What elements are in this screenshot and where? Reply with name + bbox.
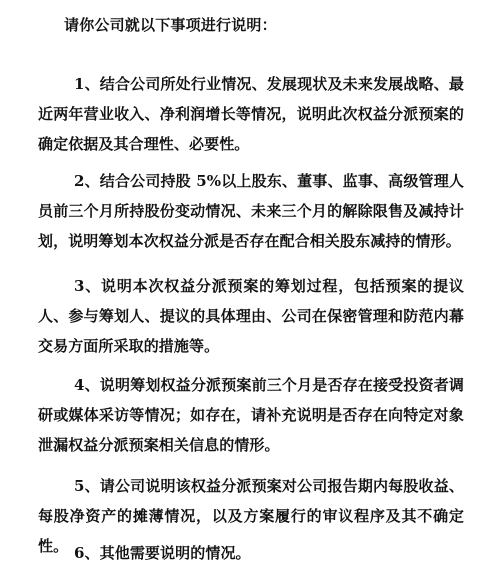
item-3-paragraph: 3、说明本次权益分派预案的筹划过程，包括预案的提议人、参与筹划人、提议的具体理由、公司在保密管理和防范内幕交易方面所采取的措施等。 bbox=[38, 277, 464, 355]
item-1-paragraph: 1、结合公司所处行业情况、发展现状及未来发展战略、最近两年营业收入、净利润增长等情况，说明此次权益分派预案的确定依据及其合理性、必要性。 bbox=[38, 75, 464, 153]
intro-heading: 请你公司就以下事项进行说明： bbox=[64, 16, 277, 34]
item-6-paragraph: 6、其他需要说明的情况。 bbox=[74, 544, 251, 562]
item-5-paragraph: 5、请公司说明该权益分派预案对公司报告期内每股收益、每股净资产的摊薄情况，以及方案履行的审议程序及其不确定性。 bbox=[38, 477, 464, 555]
item-2-paragraph: 2、结合公司持股 5%以上股东、董事、监事、高级管理人员前三个月所持股份变动情况、未来三个月的解除限售及减持计划，说明筹划本次权益分派是否存在配合相关股东减持的情形。 bbox=[38, 172, 464, 250]
item-4-paragraph: 4、说明筹划权益分派预案前三个月是否存在接受投资者调研或媒体采访等情况；如存在，请补充说明是否存在向特定对象泄漏权益分派预案相关信息的情形。 bbox=[38, 376, 464, 454]
